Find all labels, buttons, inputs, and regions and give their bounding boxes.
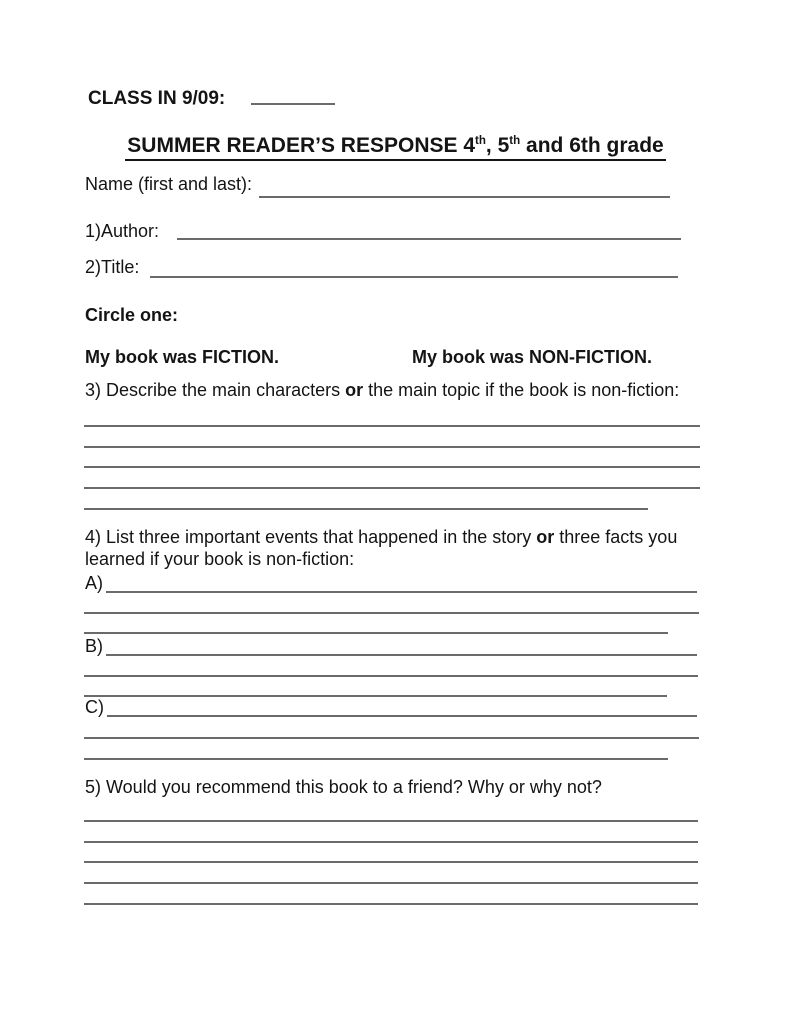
q4-c-answer-line-2[interactable]	[84, 737, 699, 739]
q4-a-answer-line-2[interactable]	[84, 612, 699, 614]
q3-answer-line-2[interactable]	[84, 446, 700, 448]
author-label: 1)Author:	[85, 221, 160, 241]
title-superscript: th	[509, 135, 521, 147]
q4-b-answer-line-1[interactable]	[106, 654, 697, 656]
question-3-conjunction: or	[345, 380, 364, 400]
class-date-blank[interactable]	[251, 103, 335, 105]
q3-answer-line-4[interactable]	[84, 487, 700, 489]
q4-b-answer-line-3[interactable]	[84, 695, 667, 697]
question-4-text: three facts you	[554, 527, 678, 547]
q4-b-answer-line-2[interactable]	[84, 675, 698, 677]
q3-answer-line-1[interactable]	[84, 425, 700, 427]
q5-answer-line-3[interactable]	[84, 861, 698, 863]
q4-a-answer-line-3[interactable]	[84, 632, 668, 634]
question-3-text: the main topic if the book is non-fiction:	[363, 380, 680, 400]
question-4-conjunction: or	[536, 527, 555, 547]
q5-answer-line-1[interactable]	[84, 820, 698, 822]
q5-answer-line-4[interactable]	[84, 882, 698, 884]
q3-answer-line-3[interactable]	[84, 466, 700, 468]
q4-a-answer-line-1[interactable]	[106, 591, 697, 593]
title-segment: , 5	[485, 134, 510, 157]
book-title-label: 2)Title:	[85, 257, 140, 277]
option-nonfiction[interactable]: My book was NON-FICTION.	[412, 347, 653, 367]
q3-answer-line-5[interactable]	[84, 508, 648, 510]
q4-item-c-label: C)	[85, 697, 104, 717]
option-fiction[interactable]: My book was FICTION.	[85, 347, 280, 367]
question-5: 5) Would you recommend this book to a friend? Why or why not?	[85, 777, 602, 797]
question-4-text-line2: learned if your book is non-fiction:	[85, 549, 355, 569]
question-4	[85, 526, 677, 570]
book-title-blank[interactable]	[150, 276, 678, 278]
question-3-text: 3) Describe the main characters	[85, 380, 346, 400]
name-blank[interactable]	[259, 196, 670, 198]
q4-item-a-label: A)	[85, 573, 103, 593]
name-label: Name (first and last):	[85, 174, 253, 194]
page-title	[125, 133, 665, 161]
title-segment: SUMMER READER’S RESPONSE 4	[127, 134, 476, 157]
author-blank[interactable]	[177, 238, 681, 240]
q5-answer-line-5[interactable]	[84, 903, 698, 905]
class-date-label: CLASS IN 9/09:	[88, 88, 226, 109]
q5-answer-line-2[interactable]	[84, 841, 698, 843]
q4-item-b-label: B)	[85, 636, 103, 656]
question-3	[85, 379, 679, 401]
title-segment: and 6th grade	[520, 134, 664, 157]
circle-one-instruction: Circle one:	[85, 305, 179, 325]
title-superscript: th	[475, 135, 486, 147]
q4-c-answer-line-3[interactable]	[84, 758, 668, 760]
page-title-row	[0, 133, 791, 161]
q4-c-answer-line-1[interactable]	[107, 715, 697, 717]
question-4-text: 4) List three important events that happened in the story	[85, 527, 537, 547]
